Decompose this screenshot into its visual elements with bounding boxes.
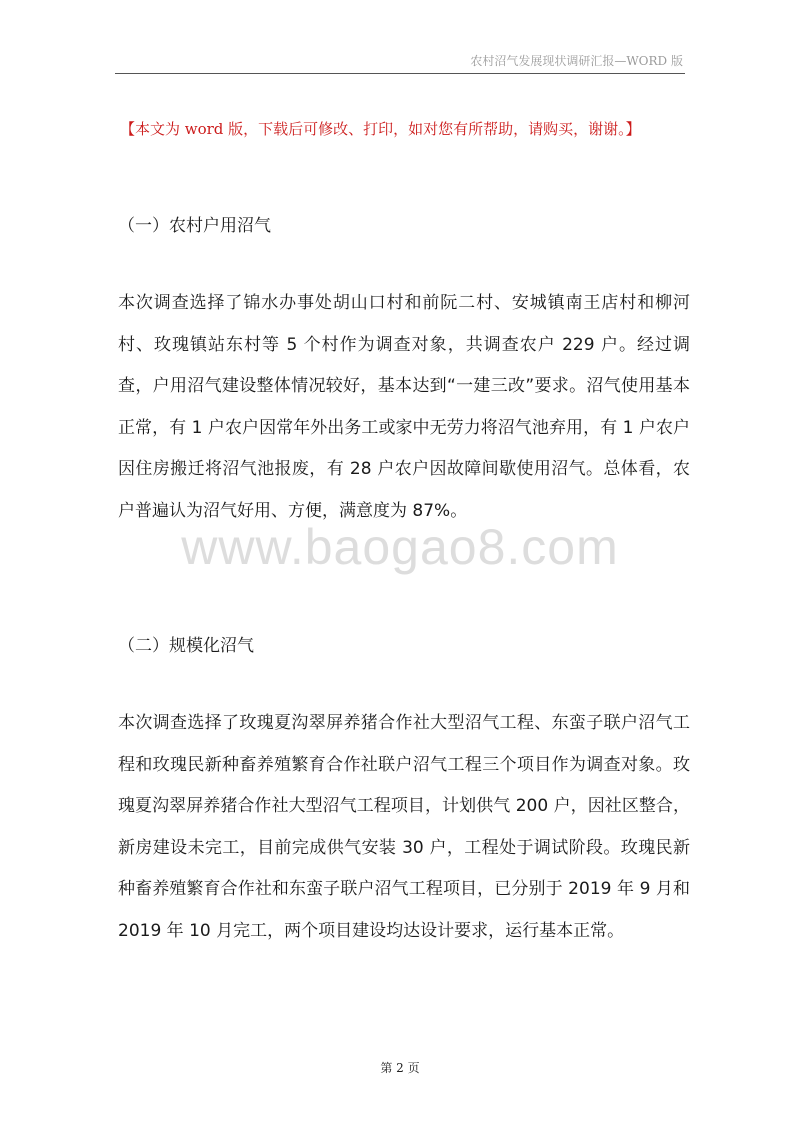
- section-heading-large-scale-biogas: （二）规模化沼气: [118, 636, 254, 656]
- section-paragraph-household-biogas: 本次调查选择了锦水办事处胡山口村和前阮二村、安城镇南王店村和柳河村、玫瑰镇站东村等 5 个村作为调查对象，共调查农户 229 户。经过调查，户用沼气建设整体情况较好，基本达到“一建三改”要求。沼气使用基本正常，有 1 户农户因常年外出务工或家中无劳力将沼气池弃用，有 1 户农户因住房搬迁将沼气池报废，有 28 户农户因故障间歇使用沼气。总体看，农户普遍认为沼气好用、方便，满意度为 87%。: [118, 293, 690, 521]
- section-heading-household-biogas: （一）农村户用沼气: [118, 216, 271, 236]
- watermark: www.baogao8.com: [181, 519, 619, 575]
- document-header-title: 农村沼气发展现状调研汇报—WORD 版: [470, 54, 683, 68]
- page-number: 第 2 页: [380, 1061, 420, 1075]
- purchase-notice: 【本文为 word 版，下载后可修改、打印，如对您有所帮助，请购买，谢谢。】: [120, 120, 641, 138]
- header-divider: [115, 73, 685, 74]
- section-paragraph-large-scale-biogas: 本次调查选择了玫瑰夏沟翠屏养猪合作社大型沼气工程、东蛮子联户沼气工程和玫瑰民新种畜养殖繁育合作社联户沼气工程三个项目作为调查对象。玫瑰夏沟翠屏养猪合作社大型沼气工程项目，计划供气 200 户，因社区整合，新房建设未完工，目前完成供气安装 30 户，工程处于调试阶段。玫瑰民新种畜养殖繁育合作社和东蛮子联户沼气工程项目，已分别于 2019 年 9 月和 2019 年 10 月完工，两个项目建设均达设计要求，运行基本正常。: [118, 713, 690, 941]
